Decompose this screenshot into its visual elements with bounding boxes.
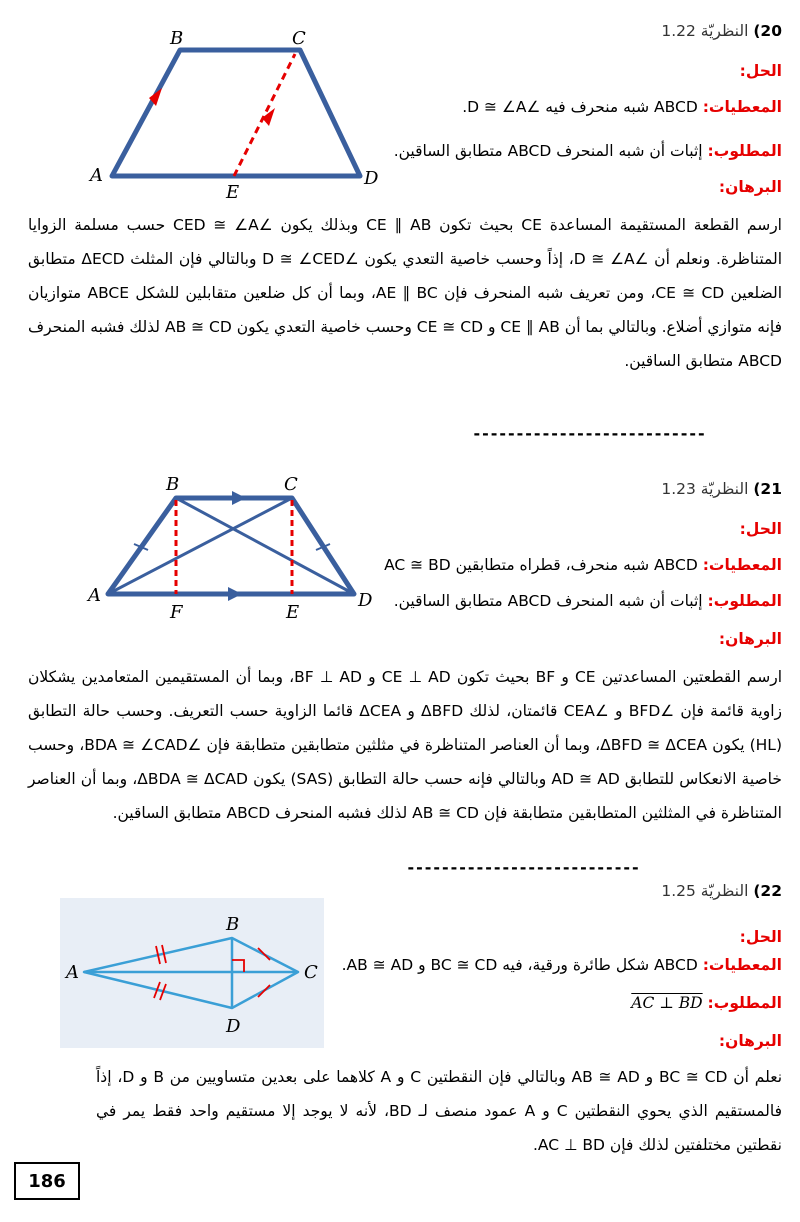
theorem-title-22: النظريّة 1.25 xyxy=(661,882,749,900)
trapezoid-figure-21 xyxy=(86,474,386,654)
parallel-arrow-ad xyxy=(228,587,242,601)
label-c: C xyxy=(292,28,306,49)
label-b: B xyxy=(170,28,184,49)
problem-number-22: 22) xyxy=(753,882,782,900)
required-label-22: المطلوب: xyxy=(707,994,782,1012)
solution-label-20: الحل: xyxy=(739,62,782,80)
auxiliary-segment-ce xyxy=(234,54,295,176)
required-label-20: المطلوب: xyxy=(707,142,782,160)
kite-figure-22 xyxy=(60,898,324,1048)
required-text-22: AC ⊥ BD xyxy=(631,994,703,1012)
label-a: A xyxy=(90,165,103,186)
label-a: A xyxy=(66,962,79,983)
given-label-20: المعطيات: xyxy=(702,98,782,116)
section-separator-1: --------------------------- xyxy=(472,424,706,443)
label-d: D xyxy=(358,590,373,611)
parallel-arrow-ce xyxy=(262,108,275,126)
theorem-title-20: النظريّة 1.22 xyxy=(661,22,749,40)
proof-text-22: نعلم أن BC ≅ CD و AB ≅ AD وبالتالي فإن النقطتين C و A كلاهما على بعدين متساويين من B و D، إذاً فالمستقيم الذي يحوي النقطتين C و A عمود منصف لـ BD، لأنه لا يوجد إلا مستقيم واحد فقط يمر في نقطتين مختلفتين لذلك فإن AC ⊥ BD. xyxy=(96,1068,783,1154)
problem-number-21: 21) xyxy=(753,480,782,498)
proof-label-20: البرهان: xyxy=(718,178,782,196)
label-f: F xyxy=(170,602,183,623)
parallel-arrow-bc xyxy=(232,491,246,505)
label-e: E xyxy=(226,182,240,203)
label-c: C xyxy=(304,962,318,983)
solution-label-22: الحل: xyxy=(739,928,782,946)
given-text-21: ABCD شبه منحرف، قطراه متطابقين AC ≅ BD xyxy=(384,556,698,574)
trapezoid-figure-20 xyxy=(88,26,388,206)
required-text-20: إثبات أن شبه المنحرف ABCD متطابق الساقين. xyxy=(393,142,703,160)
theorem-title-21: النظريّة 1.23 xyxy=(661,480,749,498)
proof-label-21: البرهان: xyxy=(718,630,782,648)
label-b: B xyxy=(166,474,180,495)
solution-label-21: الحل: xyxy=(739,520,782,538)
required-text-21: إثبات أن شبه المنحرف ABCD متطابق الساقين. xyxy=(393,592,703,610)
section-separator-2: --------------------------- xyxy=(406,858,640,877)
label-e: E xyxy=(286,602,300,623)
required-label-21: المطلوب: xyxy=(707,592,782,610)
given-label-21: المعطيات: xyxy=(702,556,782,574)
proof-label-22: البرهان: xyxy=(718,1032,782,1050)
given-label-22: المعطيات: xyxy=(702,956,782,974)
given-text-20: ABCD شبه منحرف فيه ∠D ≅ ∠A. xyxy=(462,98,698,116)
proof-text-21: ارسم القطعتين المساعدتين CE و BF بحيث تكون CE ⊥ AD و BF ⊥ AD، وبما أن المستقيمين المتعامدين يشكلان زاوية قائمة فإن ∠BFD و ∠CEA قائمتان، لذلك ΔBFD و ΔCEA قائما الزاوية حسب التعريف. وحسب حالة التطابق (HL) يكون ΔBFD ≅ ΔCEA، وبما أن العناصر المتناظرة في مثلثين متطابقين متطابقة فإن ∠BDA ≅ ∠CAD، وحسب خاصية الانعكاس للتطابق AD ≅ AD وبالتالي فإنه حسب حالة التطابق (SAS) يكون ΔBDA ≅ ΔCAD، وبما أن العناصر المتناظرة في المثلثين المتطابقين متطابقة فإن AB ≅ CD لذلك فشبه المنحرف ABCD متطابق الساقين. xyxy=(28,668,783,822)
page-number: 186 xyxy=(14,1162,80,1200)
problem-number-20: 20) xyxy=(753,22,782,40)
label-d: D xyxy=(364,168,379,189)
label-a: A xyxy=(88,585,101,606)
label-d: D xyxy=(226,1016,241,1037)
proof-text-20: ارسم القطعة المستقيمة المساعدة CE بحيث تكون CE ∥ AB وبذلك يكون ∠CED ≅ ∠A حسب مسلمة الزوايا المتناظرة. ونعلم أن ∠D ≅ ∠A، إذاً وحسب خاصية التعدي يكون ∠D ≅ ∠CED وبالتالي فإن المثلث ΔECD متطابق الضلعين CE ≅ CD، ومن تعريف شبه المنحرف فإن AE ∥ BC، وبما أن كل ضلعين متقابلين للشكل ABCE متوازيان فإنه متوازي أضلاع. وبالتالي بما أن CE ∥ AB و CE ≅ CD وحسب خاصية التعدي يكون AB ≅ CD لذلك فشبه المنحرف ABCD متطابق الساقين. xyxy=(28,216,783,370)
label-c: C xyxy=(284,474,298,495)
given-text-22: ABCD شكل طائرة ورقية، فيه BC ≅ CD و AB ≅ AD. xyxy=(341,956,698,974)
label-b: B xyxy=(226,914,240,935)
